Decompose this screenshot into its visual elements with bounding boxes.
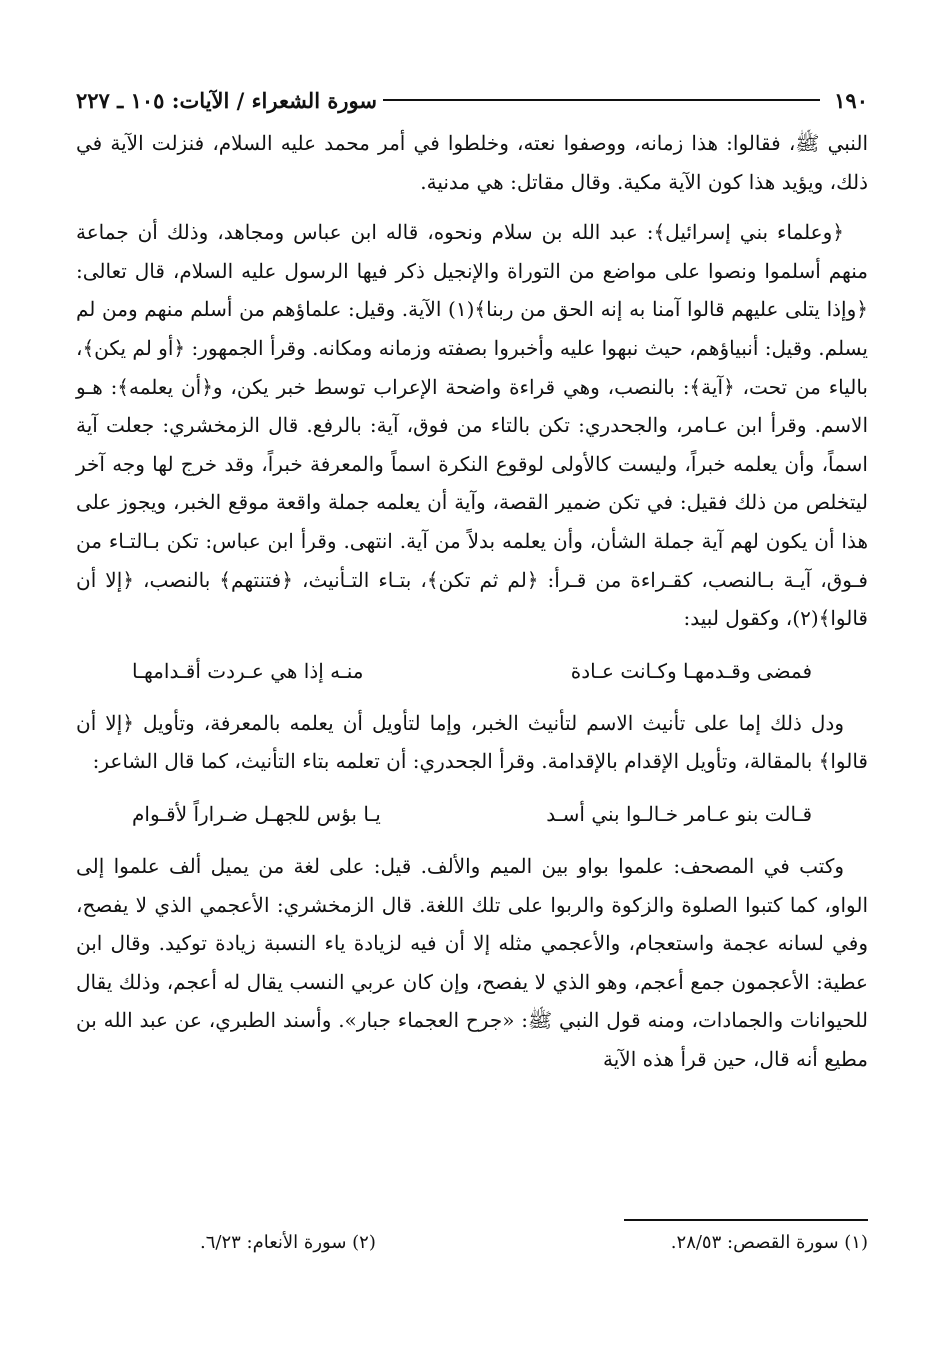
verse-first-hemistich: فمضى وقـدمهـا وكـانت عـادة	[570, 658, 812, 683]
paragraph-mushaf: وكتب في المصحف: علموا بواو بين الميم والألف. قيل: على لغة من يميل ألف علموا إلى الواو، كما كتبوا الصلوة والزكوة والربوا على تلك اللغة. قال الزمخشري: الأعجمي الذي لا يفصح، وفي لسانه عجمة واستعجام، والأعجمي مثله إلا أن فيه لزيادة ياء النسبة زيادة توكيد. وقال ابن عطية: الأعجمون جمع أعجم، وهو الذي لا يفصح، وإن كان عربي النسب يقال له أعجم، وذلك يقال للحيوانات والجمادات، ومنه قول النبي ﷺ: «جرح العجماء جبار». وأسند الطبري، عن عبد الله بن مطيع أنه قال، حين قرأ هذه الآية	[76, 853, 868, 1071]
header-rule	[383, 99, 820, 101]
page-body	[76, 124, 868, 1078]
paragraph-interpretation: ودل ذلك إما على تأنيث الاسم لتأنيث الخبر، وإما لتأويل أن يعلمه بالمعرفة، وتأويل ﴿إلا أن قالوا﴾ بالمقالة، وتأويل الإقدام بالإقدامة. وقرأ الجحدري: أن تعلمه بتاء التأنيث، كما قال الشاعر:	[76, 710, 868, 774]
footnote-rule	[624, 1219, 868, 1221]
header-title: سورة الشعراء / الآيات: ١٠٥ ـ ٢٢٧	[76, 87, 377, 113]
verse-first-hemistich: قـالت بنو عـامر خـالـوا بني أسـد	[546, 801, 812, 826]
paragraph-continued: النبي ﷺ، فقالوا: هذا زمانه، ووصفوا نعته، وخلطوا في أمر محمد عليه السلام، فنزلت الآية في ذلك، ويؤيد هذا كون الآية مكية. وقال مقاتل: هي مدنية.	[76, 131, 868, 194]
footnote-1: (١) سورة القصص: ٢٨/٥٣.	[670, 1232, 868, 1253]
footnotes	[200, 1232, 868, 1253]
page-number: ١٩٠	[834, 87, 868, 113]
poetry-verse-labid	[76, 652, 868, 690]
verse-second-hemistich: يـا بؤس للجهـل ضـراراً لأقـوام	[132, 801, 381, 826]
page-header	[76, 82, 868, 118]
footnote-2: (٢) سورة الأنعام: ٦/٢٣.	[200, 1232, 376, 1253]
verse-second-hemistich: منـه إذا هي عـردت أقـدامهـا	[132, 658, 364, 683]
paragraph-scholars: ﴿وعلماء بني إسرائيل﴾: عبد الله بن سلام ونحوه، قاله ابن عباس ومجاهد، وذلك أن جماعة منهم أسلموا ونصوا على مواضع من التوراة والإنجيل ذكر فيها الرسول عليه السلام، قال تعالى: ﴿وإذا يتلى عليهم قالوا آمنا به إنه الحق من ربنا﴾(١) الآية. وقيل: علماؤهم من أسلم منهم ومن لم يسلم. وقيل: أنبياؤهم، حيث نبهوا عليه وأخبروا بصفته وزمانه ومكانه. وقرأ الجمهور: ﴿أو لم يكن﴾، بالياء من تحت، ﴿آية﴾: بالنصب، وهي قراءة واضحة الإعراب توسط خبر يكن، و﴿أن يعلمه﴾: هـو الاسم. وقرأ ابن عـامر، والجحدري: تكن بالتاء من فوق، آية: بالرفع. قال الزمخشري: جعلت آية اسماً، وأن يعلمه خبراً، وليست كالأولى لوقوع النكرة اسماً والمعرفة خبراً، وقد خرج لها وجه آخر ليتخلص من ذلك فقيل: في تكن ضمير القصة، وآية أن يعلمه جملة واقعة موقع الخبر، ويجوز على هذا أن يكون لهم آية جملة الشأن، وأن يعلمه بدلاً من آية. انتهى. وقرأ ابن عباس: تكن بـالتـاء من فـوق، آيـة بـالنصب، كقـراءة من قـرأ: ﴿لم ثم تكن﴾، بتـاء التـأنيث، ﴿فتنتهم﴾ بالنصب، ﴿إلا أن قالوا﴾(٢)، وكقول لبيد:	[76, 220, 868, 631]
poetry-verse-poet	[76, 795, 868, 833]
